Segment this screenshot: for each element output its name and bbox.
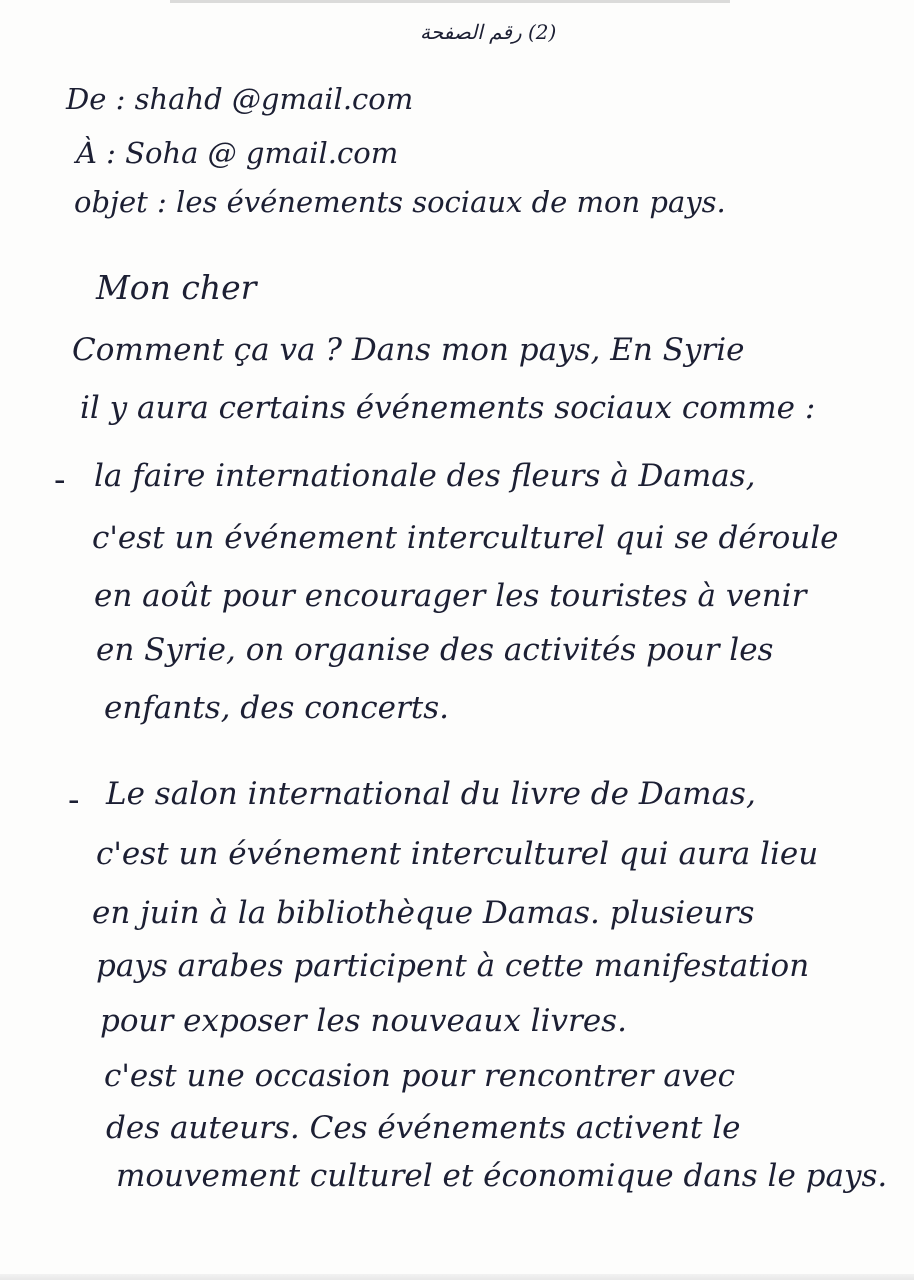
event-2-line-5: pour exposer les nouveaux livres. xyxy=(100,1003,627,1039)
page-number: (2) رقم الصفحة xyxy=(420,20,557,44)
event-1-line-5: enfants, des concerts. xyxy=(104,690,449,726)
intro-line-2: il y aura certains événements sociaux comme : xyxy=(80,390,816,426)
email-subject-line: objet : les événements sociaux de mon pays. xyxy=(74,185,726,219)
email-to-line: À : Soha @ gmail.com xyxy=(76,136,399,170)
event-2-line-8: mouvement culturel et économique dans le pays. xyxy=(116,1158,888,1194)
event-1-line-4: en Syrie, on organise des activités pour les xyxy=(96,632,774,668)
event-1-line-1: la faire internationale des fleurs à Damas, xyxy=(94,458,756,494)
salutation: Mon cher xyxy=(96,268,257,307)
scan-top-edge xyxy=(170,0,730,3)
event-2-line-1: Le salon international du livre de Damas, xyxy=(106,776,756,812)
event-1-line-3: en août pour encourager les touristes à venir xyxy=(94,578,807,614)
event-2-line-2: c'est un événement interculturel qui aura lieu xyxy=(96,836,819,872)
scan-bottom-edge xyxy=(0,1274,914,1280)
event-2-line-3: en juin à la bibliothèque Damas. plusieurs xyxy=(92,895,755,931)
intro-line-1: Comment ça va ? Dans mon pays, En Syrie xyxy=(72,332,745,368)
event-2-line-7: des auteurs. Ces événements activent le xyxy=(106,1110,741,1146)
email-from-line: De : shahd @gmail.com xyxy=(66,82,414,116)
event-1-line-2: c'est un événement interculturel qui se déroule xyxy=(92,520,839,556)
event-2-line-6: c'est une occasion pour rencontrer avec xyxy=(104,1058,736,1094)
event-2-line-4: pays arabes participent à cette manifestation xyxy=(96,948,810,984)
bullet-marker: - xyxy=(68,780,80,820)
bullet-marker: - xyxy=(54,460,66,500)
